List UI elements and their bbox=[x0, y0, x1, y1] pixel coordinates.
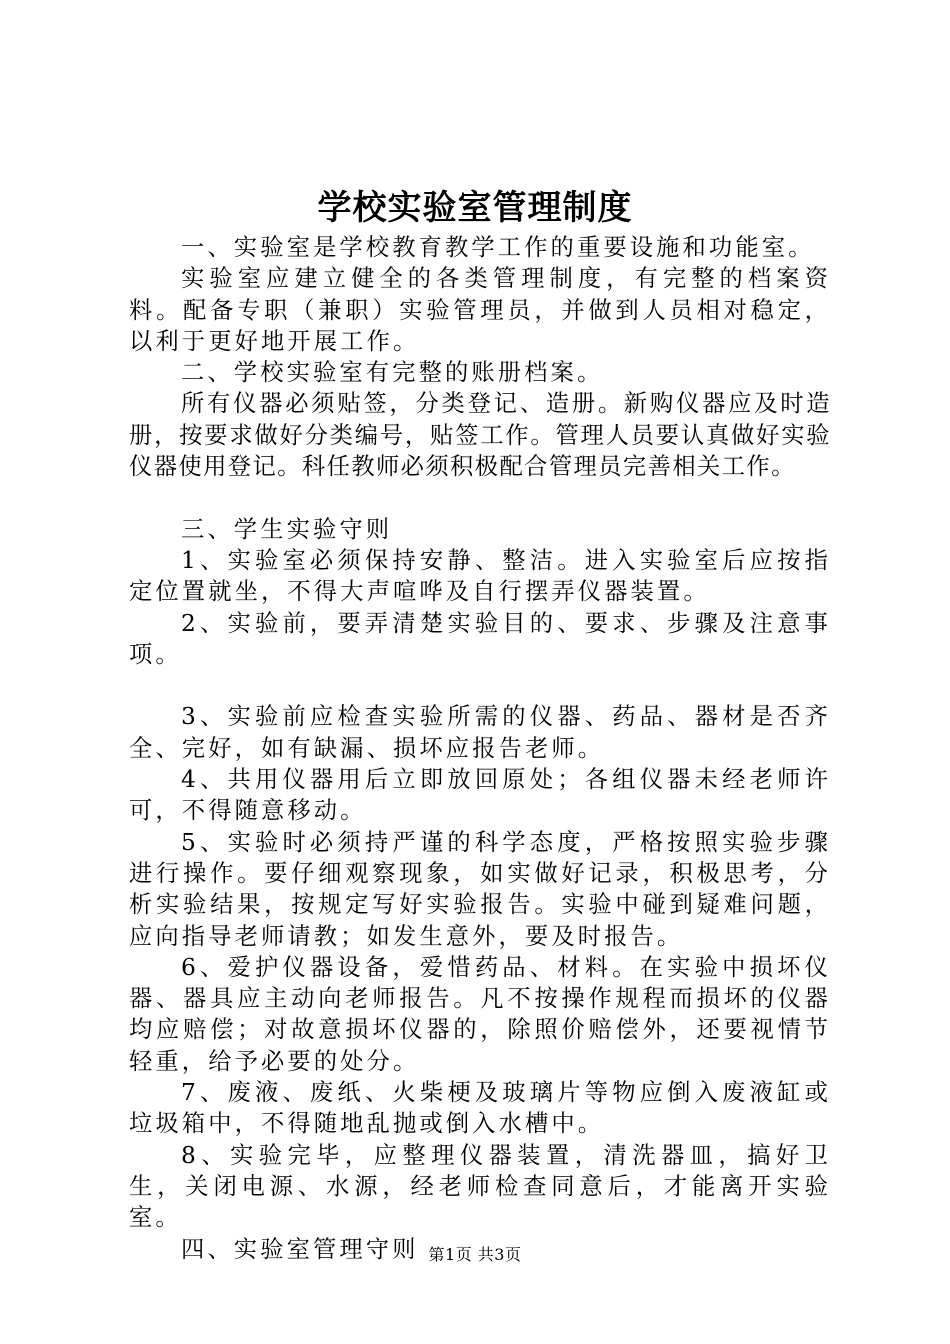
page-title: 学校实验室管理制度 bbox=[317, 188, 633, 228]
paragraph-section-1-body: 实验室应建立健全的各类管理制度，有完整的档案资料。配备专职（兼职）实验管理员，并做到人员相对稳定，以利于更好地开展工作。 bbox=[129, 265, 831, 355]
paragraph-rule-7: 7、废液、废纸、火柴梗及玻璃片等物应倒入废液缸或垃圾箱中，不得随地乱抛或倒入水槽中。 bbox=[129, 1079, 831, 1138]
paragraph-rule-4: 4、共用仪器用后立即放回原处；各组仪器未经老师许可，不得随意移动。 bbox=[129, 766, 831, 825]
paragraph-section-2-body: 所有仪器必须贴签，分类登记、造册。新购仪器应及时造册，按要求做好分类编号，贴签工作。管理人员要认真做好实验仪器使用登记。科任教师必须积极配合管理员完善相关工作。 bbox=[129, 390, 831, 481]
paragraph-rule-2: 2、实验前，要弄清楚实验目的、要求、步骤及注意事项。 bbox=[129, 609, 831, 668]
paragraph-section-3-heading: 三、学生实验守则 bbox=[181, 515, 393, 543]
paragraph-rule-1: 1、实验室必须保持安静、整洁。进入实验室后应按指定位置就坐，不得大声喧哗及自行摆弄仪器装置。 bbox=[129, 546, 831, 606]
page-number-footer: 第1页 共3页 bbox=[428, 1245, 522, 1264]
document-body bbox=[129, 232, 831, 1265]
paragraph-rule-6: 6、爱护仪器设备，爱惜药品、材料。在实验中损坏仪器、器具应主动向老师报告。凡不按操作规程而损坏的仪器均应赔偿；对故意损坏仪器的，除照价赔偿外，还要视情节轻重，给予必要的处分。 bbox=[129, 953, 831, 1075]
paragraph-section-4-heading: 四、实验室管理守则 bbox=[181, 1235, 419, 1263]
paragraph-spacer bbox=[129, 670, 831, 701]
paragraph-rule-5: 5、实验时必须持严谨的科学态度，严格按照实验步骤进行操作。要仔细观察现象，如实做好记录，积极思考，分析实验结果，按规定写好实验报告。实验中碰到疑难问题，应向指导老师请教；如发生意外，要及时报告。 bbox=[129, 828, 831, 950]
paragraph-spacer bbox=[129, 482, 831, 513]
paragraph-rule-8: 8、实验完毕，应整理仪器装置，清洗器皿，搞好卫生，关闭电源、水源，经老师检查同意后，才能离开实验室。 bbox=[129, 1141, 831, 1232]
paragraph-rule-3: 3、实验前应检查实验所需的仪器、药品、器材是否齐全、完好，如有缺漏、损坏应报告老师。 bbox=[129, 703, 831, 762]
paragraph-section-2-heading: 二、学校实验室有完整的账册档案。 bbox=[181, 359, 604, 387]
paragraph-section-1-heading: 一、实验室是学校教育教学工作的重要设施和功能室。 bbox=[181, 234, 815, 261]
